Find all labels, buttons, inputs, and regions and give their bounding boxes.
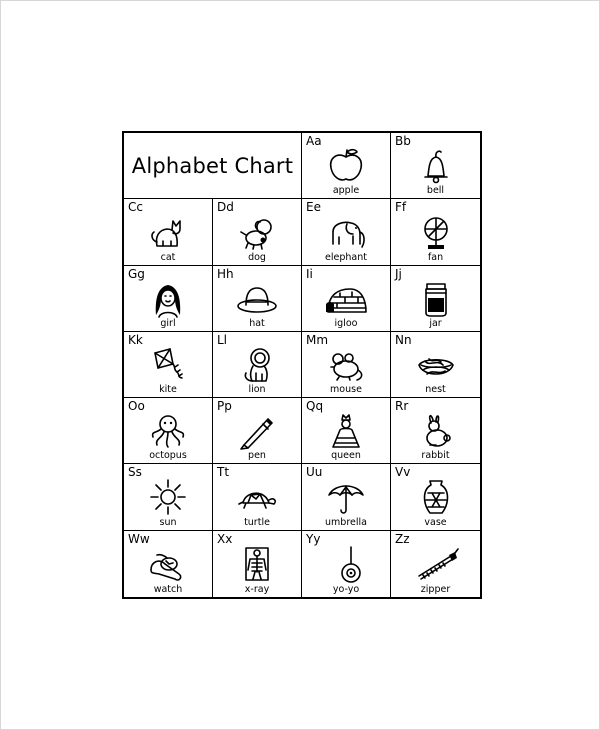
letter-card-m <box>302 332 391 398</box>
example-word: rabbit <box>421 450 450 462</box>
letter-card-k <box>124 332 213 398</box>
example-word: kite <box>159 384 177 396</box>
kite-icon <box>145 345 191 385</box>
rabbit-icon <box>413 411 459 451</box>
letter-pair: Xx <box>217 531 233 546</box>
title-cell <box>124 133 302 199</box>
pen-icon <box>234 411 280 451</box>
letter-pair: Kk <box>128 332 143 347</box>
alphabet-chart-grid <box>122 131 482 599</box>
letter-pair: Qq <box>306 399 324 414</box>
example-word: x-ray <box>244 583 270 595</box>
queen-icon <box>323 411 369 451</box>
letter-pair: Ff <box>395 200 407 215</box>
letter-card-x <box>213 531 302 597</box>
letter-pair: Yy <box>306 531 321 546</box>
example-word: watch <box>153 583 183 595</box>
letter-card-w <box>124 531 213 597</box>
letter-pair: Rr <box>395 399 409 414</box>
letter-pair: Ss <box>128 465 142 480</box>
example-word: turtle <box>244 516 270 528</box>
apple-icon <box>323 146 369 186</box>
cat-icon <box>145 212 191 252</box>
vase-icon <box>413 477 459 517</box>
example-word: nest <box>425 384 446 396</box>
example-word: lion <box>248 384 266 396</box>
example-word: girl <box>160 317 176 329</box>
example-word: igloo <box>334 317 358 329</box>
example-word: apple <box>332 185 360 197</box>
letter-pair: Mm <box>306 332 329 347</box>
letter-card-c <box>124 199 213 265</box>
umbrella-icon <box>323 477 369 517</box>
letter-pair: Vv <box>395 465 411 480</box>
elephant-icon <box>323 212 369 252</box>
letter-pair: Dd <box>217 200 234 215</box>
letter-pair: Bb <box>395 134 411 148</box>
mouse-icon <box>323 345 369 385</box>
yo-yo-icon <box>323 544 369 584</box>
example-word: sun <box>159 516 177 528</box>
letter-card-i <box>302 266 391 332</box>
letter-card-p <box>213 398 302 464</box>
letter-card-d <box>213 199 302 265</box>
letter-card-q <box>302 398 391 464</box>
letter-pair: Gg <box>128 266 145 281</box>
nest-icon <box>413 345 459 385</box>
watch-icon <box>145 544 191 584</box>
example-word: cat <box>160 251 176 263</box>
octopus-icon <box>145 411 191 451</box>
example-word: bell <box>426 185 445 197</box>
jar-icon <box>413 279 459 319</box>
example-word: hat <box>249 317 265 329</box>
letter-card-o <box>124 398 213 464</box>
letter-card-e <box>302 199 391 265</box>
letter-pair: Ii <box>306 266 313 281</box>
letter-card-r <box>391 398 480 464</box>
x-ray-icon <box>234 544 280 584</box>
turtle-icon <box>234 477 280 517</box>
letter-card-s <box>124 464 213 530</box>
letter-pair: Aa <box>306 134 322 148</box>
letter-pair: Cc <box>128 200 143 215</box>
example-word: pen <box>248 450 266 462</box>
letter-pair: Nn <box>395 332 412 347</box>
hat-icon <box>234 279 280 319</box>
example-word: octopus <box>149 450 187 462</box>
example-word: umbrella <box>325 516 367 528</box>
letter-card-b <box>391 133 480 199</box>
letter-card-h <box>213 266 302 332</box>
example-word: queen <box>331 450 361 462</box>
letter-pair: Ww <box>128 531 150 546</box>
example-word: mouse <box>330 384 362 396</box>
letter-card-v <box>391 464 480 530</box>
letter-card-l <box>213 332 302 398</box>
letter-card-z <box>391 531 480 597</box>
fan-icon <box>413 212 459 252</box>
letter-card-t <box>213 464 302 530</box>
letter-pair: Zz <box>395 531 410 546</box>
letter-card-a <box>302 133 391 199</box>
letter-pair: Pp <box>217 399 232 414</box>
example-word: jar <box>429 317 442 329</box>
letter-card-n <box>391 332 480 398</box>
letter-card-g <box>124 266 213 332</box>
example-word: dog <box>248 251 266 263</box>
example-word: zipper <box>420 583 451 595</box>
dog-icon <box>234 212 280 252</box>
chart-title: Alphabet Chart <box>131 153 294 178</box>
igloo-icon <box>323 279 369 319</box>
letter-pair: Oo <box>128 399 145 414</box>
bell-icon <box>413 146 459 186</box>
example-word: elephant <box>325 251 367 263</box>
letter-pair: Uu <box>306 465 323 480</box>
letter-pair: Ll <box>217 332 228 347</box>
example-word: yo-yo <box>332 583 360 595</box>
lion-icon <box>234 345 280 385</box>
letter-pair: Hh <box>217 266 234 281</box>
example-word: vase <box>424 516 447 528</box>
sun-icon <box>145 477 191 517</box>
girl-icon <box>145 279 191 319</box>
letter-card-y <box>302 531 391 597</box>
letter-card-j <box>391 266 480 332</box>
letter-pair: Ee <box>306 200 321 215</box>
letter-pair: Tt <box>217 465 230 480</box>
example-word: fan <box>427 251 444 263</box>
letter-card-u <box>302 464 391 530</box>
zipper-icon <box>413 544 459 584</box>
letter-card-f <box>391 199 480 265</box>
letter-pair: Jj <box>395 266 402 281</box>
